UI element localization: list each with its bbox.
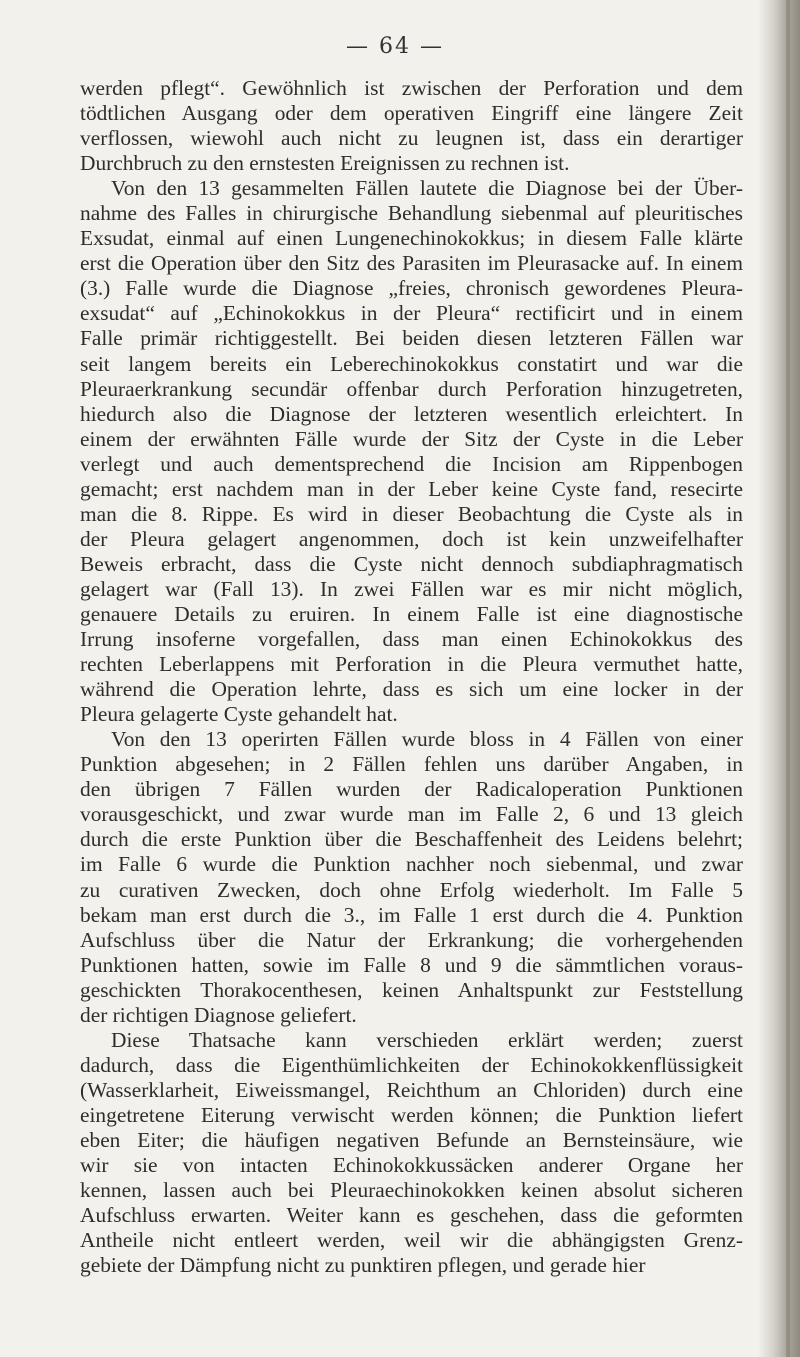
text-line: Aufschluss erwarten. Weiter kann es geschehen, dass die geformten [80,1203,743,1228]
text-line: Punktion abgesehen; in 2 Fällen fehlen uns darüber Angaben, in [80,752,743,777]
text-line: Pleuraerkrankung secundär offenbar durch Perforation hinzugetreten, [80,376,743,401]
text-line: während die Operation lehrte, dass es sich um eine locker in der [80,677,743,702]
text-line: eben Eiter; die häufigen negativen Befunde an Bernsteinsäure, wie [80,1127,743,1152]
text-line: bekam man erst durch die 3., im Falle 1 erst durch die 4. Punktion [80,902,743,927]
text-line: man die 8. Rippe. Es wird in dieser Beobachtung die Cyste als in [80,501,743,526]
text-line: im Falle 6 wurde die Punktion nachher noch siebenmal, und zwar [80,852,743,877]
text-line: Aufschluss über die Natur der Erkrankung; die vorhergehenden [80,927,743,952]
paragraph [80,1028,743,1278]
text-line: tödtlichen Ausgang oder dem operativen Eingriff eine längere Zeit [80,101,743,126]
text-line: Diese Thatsache kann verschieden erklärt werden; zuerst [111,1027,743,1052]
text-line: wir sie von intacten Echinokokkussäcken anderer Organe her [80,1153,743,1178]
text-line: Pleura gelagerte Cyste gehandelt hat. [80,702,398,727]
text-line: zu curativen Zwecken, doch ohne Erfolg wiederholt. Im Falle 5 [80,877,743,902]
text-line: vorausgeschickt, und zwar wurde man im Falle 2, 6 und 13 gleich [80,802,743,827]
text-line: hiedurch also die Diagnose der letzteren wesentlich erleichtert. In [80,401,743,426]
paragraph [80,176,743,727]
text-line: Falle primär richtiggestellt. Bei beiden diesen letzteren Fällen war [80,326,743,351]
text-line: Punktionen hatten, sowie im Falle 8 und 9 die sämmtlichen voraus- [80,952,743,977]
text-line: den übrigen 7 Fällen wurden der Radicaloperation Punktionen [80,777,743,802]
text-line: gebiete der Dämpfung nicht zu punktiren pflegen, und gerade hier [80,1253,646,1278]
paragraph [80,727,743,1028]
text-line: Exsudat, einmal auf einen Lungenechinokokkus; in diesem Falle klärte [80,226,743,251]
page-number-header: — 64 — [346,34,444,59]
text-line: verlegt und auch dementsprechend die Incision am Rippenbogen [80,451,743,476]
text-line: Durchbruch zu den ernstesten Ereignissen zu rechnen ist. [80,151,570,176]
text-line: genauere Details zu eruiren. In einem Falle ist eine diagnostische [80,601,743,626]
text-line: kennen, lassen auch bei Pleuraechinokokken keinen absolut sicheren [80,1178,743,1203]
text-line: einem der erwähnten Fälle wurde der Sitz der Cyste in die Leber [80,426,743,451]
body-text [80,76,743,1278]
text-line: exsudat“ auf „Echinokokkus in der Pleura“ rectificirt und in einem [80,301,743,326]
text-line: der Pleura gelagert angenommen, doch ist kein unzweifelhafter [80,526,743,551]
text-line: Irrung insoferne vorgefallen, dass man einen Echinokokkus des [80,627,743,652]
text-line: seit langem bereits ein Leberechinokokkus constatirt und war die [80,351,743,376]
text-line: verflossen, wiewohl auch nicht zu leugnen ist, dass ein derartiger [80,126,743,151]
text-line: geschickten Thorakocenthesen, keinen Anhaltspunkt zur Feststellung [80,977,743,1002]
text-line: gemacht; erst nachdem man in der Leber keine Cyste fand, resecirte [80,476,743,501]
text-line: dadurch, dass die Eigenthümlichkeiten der Echinokokkenflüssigkeit [80,1052,743,1077]
book-spine-edge [758,0,800,1357]
text-line: Von den 13 operirten Fällen wurde bloss in 4 Fällen von einer [111,727,743,752]
text-line: Antheile nicht entleert werden, weil wir die abhängigsten Grenz- [80,1228,743,1253]
text-line: werden pflegt“. Gewöhnlich ist zwischen der Perforation und dem [80,76,743,100]
text-line: (3.) Falle wurde die Diagnose „freies, chronisch gewordenes Pleura- [80,276,743,301]
text-line: Von den 13 gesammelten Fällen lautete die Diagnose bei der Über- [111,176,743,201]
text-line: erst die Operation über den Sitz des Parasiten im Pleurasacke auf. In einem [80,251,743,276]
book-spine-line [786,0,790,1357]
text-line: rechten Leberlappens mit Perforation in die Pleura vermuthet hatte, [80,652,743,677]
text-line: eingetretene Eiterung verwischt werden können; die Punktion liefert [80,1102,743,1127]
text-line: der richtigen Diagnose geliefert. [80,1002,357,1027]
text-line: gelagert war (Fall 13). In zwei Fällen war es mir nicht möglich, [80,576,743,601]
text-line: durch die erste Punktion über die Beschaffenheit des Leidens belehrt; [80,827,743,852]
text-line: Beweis erbracht, dass die Cyste nicht dennoch subdiaphragmatisch [80,551,743,576]
text-line: nahme des Falles in chirurgische Behandlung siebenmal auf pleuritisches [80,201,743,226]
paragraph [80,76,743,176]
text-line: (Wasserklarheit, Eiweissmangel, Reichthum an Chloriden) durch eine [80,1077,743,1102]
